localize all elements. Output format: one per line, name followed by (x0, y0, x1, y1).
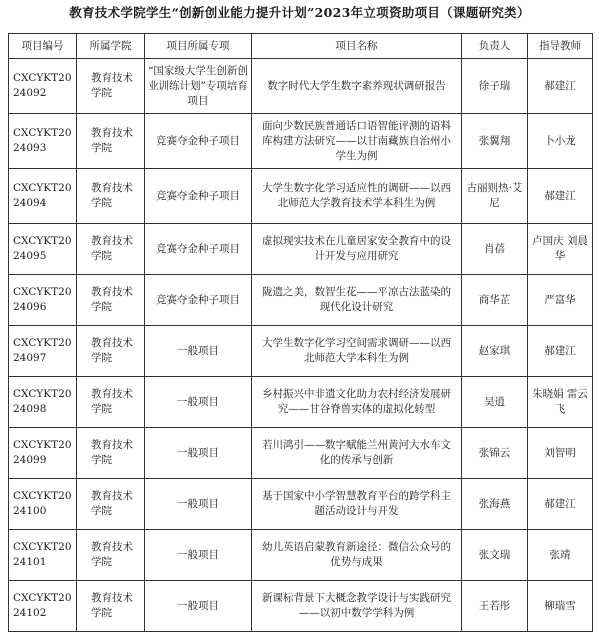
table-row (9, 224, 593, 275)
project-id-cell: CXCYKT2024097 (9, 326, 77, 377)
project-name-cell: 大学生数字化学习空间需求调研——以西北师范大学本科生为例 (252, 326, 462, 377)
category-cell: 一般项目 (145, 479, 252, 530)
category-cell: 一般项目 (145, 428, 252, 479)
college-cell: 教育技术学院 (77, 114, 145, 169)
tutor-cell: 郝建江 (528, 479, 593, 530)
tutor-cell: 卢国庆 刘晨华 (528, 224, 593, 275)
college-cell: 教育技术学院 (77, 479, 145, 530)
tutor-cell: 郝建江 (528, 326, 593, 377)
project-name-cell: 若川鸿引——数字赋能兰州黄河大水车文化的传承与创新 (252, 428, 462, 479)
table-row (9, 581, 593, 632)
project-id-cell: CXCYKT2024100 (9, 479, 77, 530)
college-cell: 教育技术学院 (77, 275, 145, 326)
category-cell: 竞赛夺金种子项目 (145, 224, 252, 275)
table-row (9, 326, 593, 377)
table-row (9, 530, 593, 581)
leader-cell: 肖蓓 (462, 224, 528, 275)
table-header-row (9, 34, 593, 59)
project-name-cell: 虚拟现实技术在儿童居家安全教育中的设计开发与应用研究 (252, 224, 462, 275)
project-name-cell: 新课标背景下大概念教学设计与实践研究——以初中数学学科为例 (252, 581, 462, 632)
table-row (9, 59, 593, 114)
project-table (8, 33, 593, 632)
project-name-cell: 乡村振兴中非遗文化助力农村经济发展研究——甘谷脊兽实体的虚拟化转型 (252, 377, 462, 428)
table-row (9, 114, 593, 169)
leader-cell: 张翼翔 (462, 114, 528, 169)
college-cell: 教育技术学院 (77, 326, 145, 377)
college-cell: 教育技术学院 (77, 581, 145, 632)
project-id-cell: CXCYKT2024095 (9, 224, 77, 275)
college-cell: 教育技术学院 (77, 59, 145, 114)
project-name-cell: 面向少数民族普通话口语智能评测的语料库构建方法研究——以甘南藏族自治州小学生为例 (252, 114, 462, 169)
tutor-cell: 严富华 (528, 275, 593, 326)
project-id-cell: CXCYKT2024099 (9, 428, 77, 479)
category-cell: “国家级大学生创新创业训练计划”专项培育项目 (145, 59, 252, 114)
category-cell: 一般项目 (145, 581, 252, 632)
header-project-id: 项目编号 (9, 34, 77, 59)
table-row (9, 479, 593, 530)
tutor-cell: 卜小龙 (528, 114, 593, 169)
category-cell: 竞赛夺金种子项目 (145, 169, 252, 224)
leader-cell: 吴逍 (462, 377, 528, 428)
tutor-cell: 朱晓娟 雷云飞 (528, 377, 593, 428)
project-name-cell: 数字时代大学生数字素养现状调研报告 (252, 59, 462, 114)
table-row (9, 377, 593, 428)
tutor-cell: 郝建江 (528, 59, 593, 114)
project-name-cell: 陇遗之美，数智生花——平凉古法蓝染的现代化设计研究 (252, 275, 462, 326)
project-name-cell: 基于国家中小学智慧教育平台的跨学科主题活动设计与开发 (252, 479, 462, 530)
leader-cell: 张海燕 (462, 479, 528, 530)
leader-cell: 商华芷 (462, 275, 528, 326)
college-cell: 教育技术学院 (77, 377, 145, 428)
header-leader: 负责人 (462, 34, 528, 59)
project-id-cell: CXCYKT2024093 (9, 114, 77, 169)
college-cell: 教育技术学院 (77, 530, 145, 581)
college-cell: 教育技术学院 (77, 224, 145, 275)
project-name-cell: 大学生数字化学习适应性的调研——以西北师范大学教育技术学本科生为例 (252, 169, 462, 224)
tutor-cell: 刘智明 (528, 428, 593, 479)
leader-cell: 王若彤 (462, 581, 528, 632)
project-id-cell: CXCYKT2024101 (9, 530, 77, 581)
tutor-cell: 郝建江 (528, 169, 593, 224)
table-row (9, 275, 593, 326)
header-college: 所属学院 (77, 34, 145, 59)
project-id-cell: CXCYKT2024098 (9, 377, 77, 428)
college-cell: 教育技术学院 (77, 428, 145, 479)
header-project-name: 项目名称 (252, 34, 462, 59)
category-cell: 竞赛夺金种子项目 (145, 275, 252, 326)
leader-cell: 张文瑞 (462, 530, 528, 581)
category-cell: 一般项目 (145, 530, 252, 581)
table-row (9, 428, 593, 479)
document-title: 教育技术学院学生“创新创业能力提升计划”2023年立项资助项目（课题研究类） (69, 5, 530, 20)
category-cell: 竞赛夺金种子项目 (145, 114, 252, 169)
project-name-cell: 幼儿英语启蒙教育新途径：微信公众号的优势与成果 (252, 530, 462, 581)
header-tutor: 指导教师 (528, 34, 593, 59)
leader-cell: 徐子瑞 (462, 59, 528, 114)
tutor-cell: 张靖 (528, 530, 593, 581)
project-id-cell: CXCYKT2024094 (9, 169, 77, 224)
project-id-cell: CXCYKT2024102 (9, 581, 77, 632)
college-cell: 教育技术学院 (77, 169, 145, 224)
category-cell: 一般项目 (145, 326, 252, 377)
leader-cell: 古丽则热·艾尼 (462, 169, 528, 224)
table-row (9, 169, 593, 224)
category-cell: 一般项目 (145, 377, 252, 428)
header-category: 项目所属专项 (145, 34, 252, 59)
project-id-cell: CXCYKT2024096 (9, 275, 77, 326)
leader-cell: 赵家琪 (462, 326, 528, 377)
project-id-cell: CXCYKT2024092 (9, 59, 77, 114)
tutor-cell: 柳瑞雪 (528, 581, 593, 632)
leader-cell: 张锦云 (462, 428, 528, 479)
